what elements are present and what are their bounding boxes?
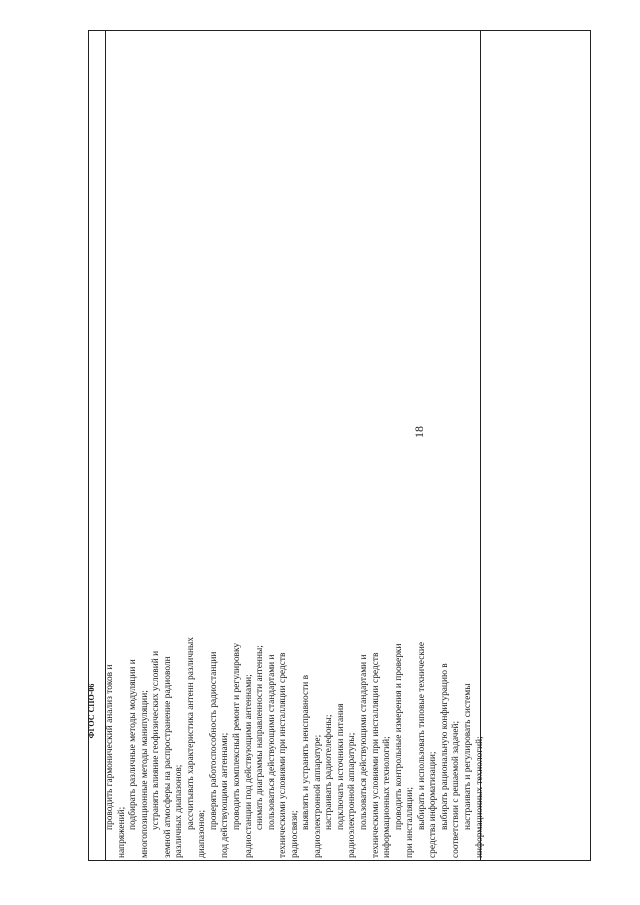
skill-line: проводить комплексный ремонт и регулировку bbox=[232, 642, 243, 830]
skill-line: многопозиционные методы манипуляции; bbox=[139, 690, 150, 858]
skill-line: радиоэлектронной аппаратуре; bbox=[312, 734, 323, 858]
skill-line: рассчитывать характеристика антенн различных bbox=[185, 637, 196, 830]
skill-line: проводить контрольные измерения и проверки bbox=[393, 643, 404, 830]
skill-line: проверять работоспособность радиостанции bbox=[208, 651, 219, 830]
skill-line: пользоваться действующими стандартами и bbox=[359, 654, 370, 830]
skills-cell bbox=[105, 484, 485, 858]
skill-line: диапазонов; bbox=[197, 809, 208, 858]
skill-line: снимать диаграммы направленности антенны; bbox=[255, 645, 266, 830]
skill-line: радиосвязи; bbox=[289, 810, 300, 858]
skill-line: радиоэлектронной аппаратуры; bbox=[347, 732, 358, 858]
skill-line: выявлять и устранять неисправности в bbox=[301, 675, 312, 830]
skill-line: под действующими антеннами; bbox=[220, 732, 231, 858]
skill-line: проводить гармонический анализ токов и bbox=[105, 664, 115, 830]
skill-line: радиостанции под действующими антеннами; bbox=[243, 674, 254, 858]
skill-line: при инсталляции; bbox=[405, 786, 416, 858]
page-number: 18 bbox=[412, 426, 426, 438]
skill-line: настраивать и регулировать системы bbox=[462, 683, 473, 830]
skill-line: выбирать рациональную конфигурацию в bbox=[439, 663, 450, 830]
skill-line: информационных технологий; bbox=[474, 736, 485, 858]
skill-line: различных диапазонов; bbox=[174, 764, 185, 858]
skill-line: напряжений; bbox=[116, 806, 127, 858]
skill-line: настраивать радиотелефоны; bbox=[324, 714, 335, 830]
skill-line: пользоваться действующими стандартами и bbox=[266, 654, 277, 830]
skill-line: выбирать и использовать типовые технические bbox=[416, 641, 427, 830]
skill-line: техническими условиями при инсталляции средств bbox=[370, 652, 381, 858]
skill-line: подбирать различные методы модуляции и bbox=[128, 659, 139, 830]
skill-line: средства информатизации; bbox=[428, 751, 439, 858]
skill-line: соответствии с решаемой задачей; bbox=[451, 720, 462, 858]
skill-line: информационных технологий; bbox=[382, 736, 393, 858]
skill-line: земной атмосферы на распространение радиоволн bbox=[162, 656, 173, 858]
skill-line: устранять влияние геофизических условий и bbox=[151, 650, 162, 830]
skill-line: техническими условиями при инсталляции средств bbox=[278, 652, 289, 858]
competency-table bbox=[88, 30, 591, 861]
skill-line: подключать источники питания bbox=[335, 703, 346, 830]
document-code: ФГОС СПО-06 bbox=[87, 683, 96, 739]
